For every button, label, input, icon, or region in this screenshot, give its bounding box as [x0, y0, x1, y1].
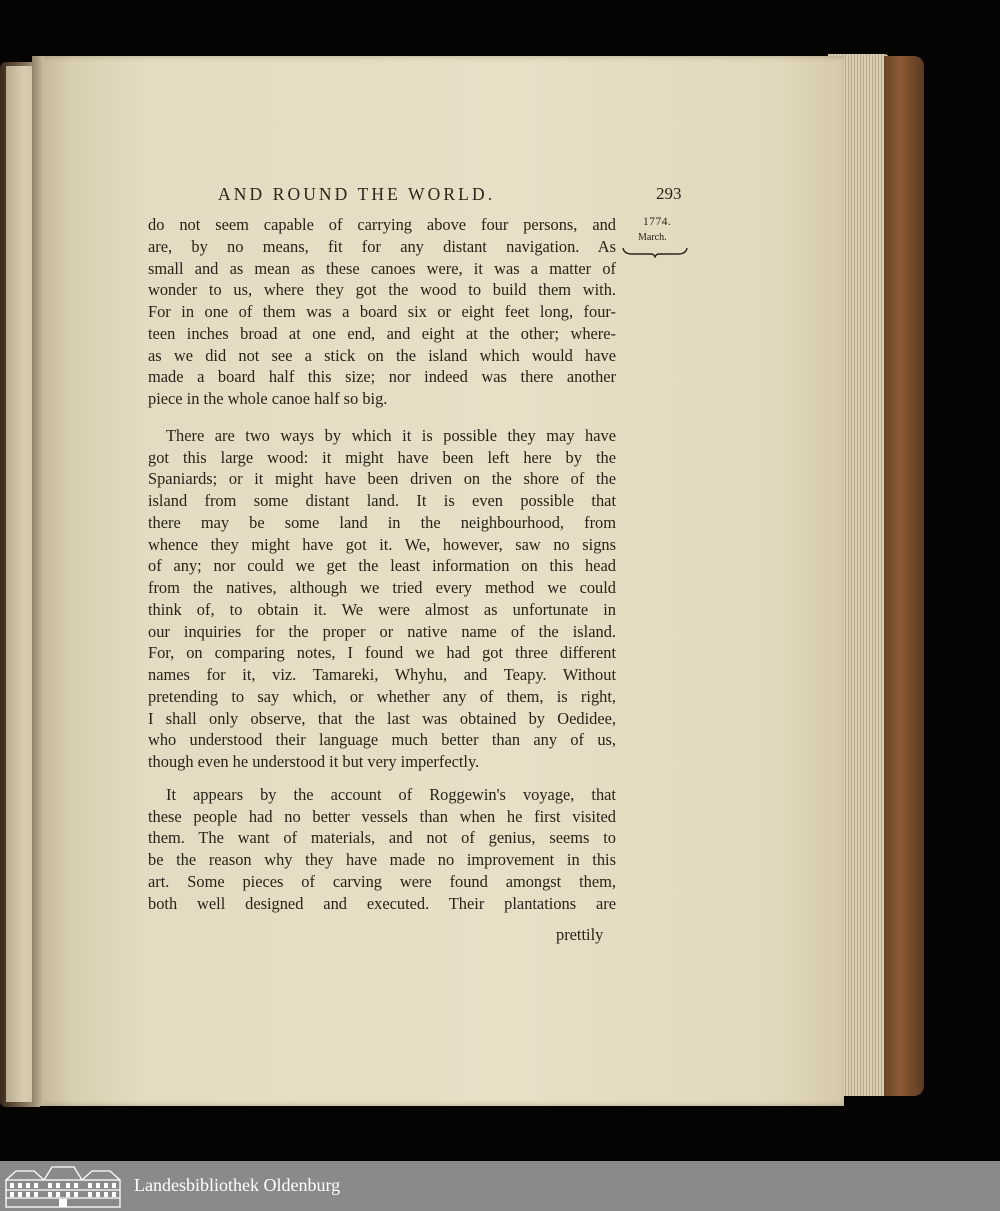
text-line: I shall only observe, that the last was obtained by Oedidee, [148, 708, 616, 728]
text-line: Spaniards; or it might have been driven on the shore of the [148, 469, 616, 489]
text-line: who understood their language much better than any of us, [148, 730, 616, 750]
catchword: prettily [556, 925, 604, 944]
right-book-cover [884, 56, 924, 1096]
text-line: both well designed and executed. Their plantations are [148, 893, 616, 913]
paragraph-3 [148, 784, 616, 915]
text-line: small and as mean as these canoes were, it was a matter of [148, 258, 616, 278]
text-line: names for it, viz. Tamareki, Whyhu, and Teapy. Without [148, 665, 616, 684]
text-line: For in one of them was a board six or eight feet long, four- [148, 302, 616, 321]
text-line: art. Some pieces of carving were found amongst them, [148, 871, 616, 891]
paragraph-1 [148, 214, 616, 410]
text-line: from the natives, although we tried every method we could [148, 578, 616, 597]
text-line: teen inches broad at one end, and eight at the other; where- [148, 323, 616, 343]
text-line: our inquiries for the proper or native name of the island. [148, 621, 616, 641]
page-number: 293 [656, 184, 682, 203]
text-line: piece in the whole canoe half so big. [148, 389, 388, 408]
text-line: them. The want of materials, and not of genius, seems to [148, 828, 616, 848]
paragraph-2 [148, 425, 616, 773]
text-line: made a board half this size; nor indeed was there another [148, 367, 616, 387]
margin-brace-icon [622, 246, 688, 258]
text-line: there may be some land in the neighbourhood, from [148, 512, 616, 532]
running-head: AND ROUND THE WORLD. [218, 184, 496, 204]
text-line: got this large wood: it might have been left here by the [148, 447, 616, 467]
text-line: It appears by the account of Roggewin's voyage, that [166, 784, 616, 804]
text-line: think of, to obtain it. We were almost as unfortunate in [148, 599, 616, 619]
text-line: For, on comparing notes, I found we had got three different [148, 643, 616, 663]
margin-note-month: March. [638, 232, 667, 243]
margin-note-year: 1774. [643, 216, 672, 228]
text-line: whence they might have got it. We, however, saw no signs [148, 534, 616, 554]
text-line: wonder to us, where they got the wood to build them with. [148, 280, 616, 300]
text-line: as we did not see a stick on the island which would have [148, 345, 616, 365]
text-line: be the reason why they have made no improvement in this [148, 850, 616, 869]
text-line: There are two ways by which it is possible they may have [166, 425, 616, 445]
text-line: island from some distant land. It is even possible that [148, 491, 616, 510]
library-name: Landesbibliothek Oldenburg [134, 1175, 341, 1195]
body-text [148, 214, 616, 914]
text-line: do not seem capable of carrying above four persons, and [148, 215, 616, 234]
page-gutter [32, 56, 44, 1106]
text-line: these people had no better vessels than when he first visited [148, 806, 616, 826]
text-line: pretending to say which, or whether any of them, is right, [148, 686, 616, 706]
text-line: though even he understood it but very imperfectly. [148, 752, 480, 771]
library-building-icon [4, 1164, 122, 1208]
text-line: of any; nor could we get the least information on this head [148, 556, 616, 576]
text-line: are, by no means, fit for any distant navigation. As [148, 236, 616, 256]
